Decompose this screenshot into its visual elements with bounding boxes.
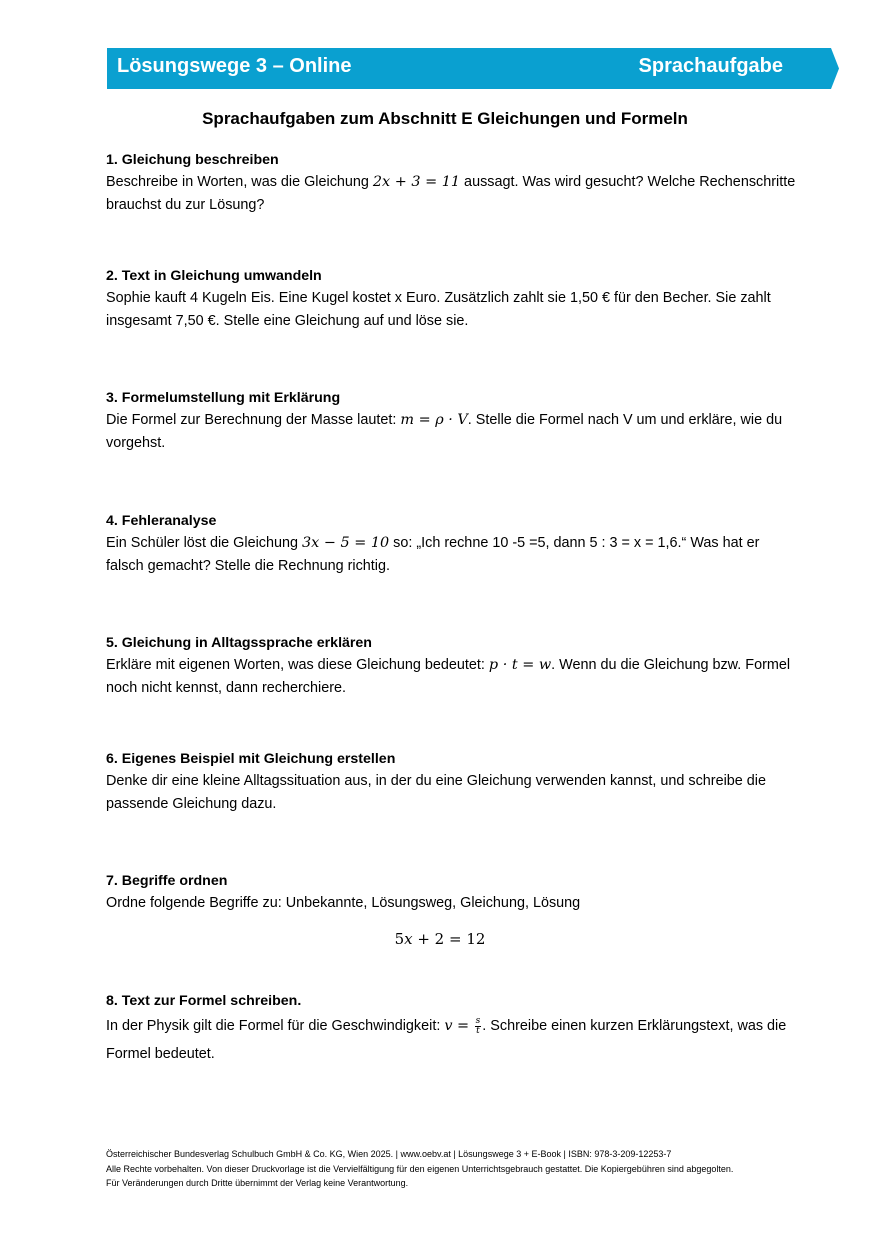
task-heading: 2. Text in Gleichung umwandeln	[106, 268, 322, 284]
header-banner	[107, 48, 839, 89]
task-text: Ordne folgende Begriffe zu: Unbekannte, Lösungsweg, Gleichung, Lösung	[106, 895, 581, 911]
equation: 3x − 5 = 10	[301, 535, 390, 551]
task-heading: 5. Gleichung in Alltagssprache erklären	[106, 635, 372, 651]
footer-line: Für Veränderungen durch Dritte übernimmt der Verlag keine Verantwortung.	[106, 1178, 409, 1188]
task-heading: 1. Gleichung beschreiben	[106, 152, 279, 168]
task-heading: 7. Begriffe ordnen	[106, 873, 228, 889]
footer-line: Alle Rechte vorbehalten. Von dieser Druckvorlage ist die Vervielfältigung für den eigenen Unterrichtsgebrauch gestattet. Die Kopiergebühren sind abgegolten.	[106, 1163, 734, 1174]
footer	[106, 1147, 806, 1191]
task-text	[106, 171, 796, 217]
task-text: Sophie kauft 4 Kugeln Eis. Eine Kugel kostet x Euro. Zusätzlich zahlt sie 1,50 € für den Becher. Sie zahlt insgesamt 7,50 €. Stelle eine Gleichung auf und löse sie.	[106, 290, 771, 329]
task-text	[106, 1012, 796, 1068]
task-8	[106, 990, 796, 1068]
formula: v =	[444, 1018, 474, 1034]
task-text-part: so: „Ich rechne 10 -5 =5, dann 5 : 3 = x = 1,6.“ Was hat er falsch gemacht? Stelle die Rechnung richtig.	[106, 535, 760, 574]
equation: 2x + 3 = 11	[372, 174, 461, 190]
task-text-part: . Stelle die Formel nach V um und erkläre, wie du vorgehst.	[106, 412, 783, 451]
task-text-part: Beschreibe in Worten, was die Gleichung	[106, 174, 373, 190]
task-text	[106, 532, 796, 578]
task-text-part: Erkläre mit eigenen Worten, was diese Gleichung bedeutet:	[106, 657, 489, 673]
header-title: Lösungswege 3 – Online	[117, 55, 352, 77]
numerator: s	[475, 1015, 481, 1026]
page-title: Sprachaufgaben zum Abschnitt E Gleichungen und Formeln	[202, 109, 688, 128]
task-text-part: . Wenn du die Gleichung bzw. Formel noch nicht kennst, dann recherchiere.	[106, 657, 791, 696]
task-heading: 8. Text zur Formel schreiben.	[106, 993, 302, 1009]
fraction	[475, 1017, 482, 1036]
task-text: Denke dir eine kleine Alltagssituation aus, in der du eine Gleichung verwenden kannst, und schreibe die passende Gleichung dazu.	[106, 773, 766, 812]
task-1	[106, 149, 796, 217]
task-text-part: In der Physik gilt die Formel für die Geschwindigkeit:	[106, 1018, 445, 1034]
task-text-part: aussagt. Was wird gesucht? Welche Rechenschritte brauchst du zur Lösung?	[106, 174, 796, 213]
task-text-part: Ein Schüler löst die Gleichung	[106, 535, 302, 551]
task-text-part: Die Formel zur Berechnung der Masse lautet:	[106, 412, 401, 428]
formula: m = ρ · V	[400, 412, 468, 428]
formula: p · t = w	[488, 657, 552, 673]
task-text	[106, 409, 796, 455]
task-heading: 6. Eigenes Beispiel mit Gleichung erstellen	[106, 751, 396, 767]
denominator: t	[476, 1025, 480, 1036]
task-heading: 3. Formelumstellung mit Erklärung	[106, 390, 341, 406]
footer-line: Österreichischer Bundesverlag Schulbuch GmbH & Co. KG, Wien 2025. | www.oebv.at | Lösungswege 3 + E-Book | ISBN: 978-3-209-12253-7	[106, 1149, 672, 1159]
task-4	[106, 510, 796, 578]
task-6	[106, 748, 796, 816]
task-5	[106, 632, 796, 700]
task-text-part: . Schreibe einen kurzen Erklärungstext, was die Formel bedeutet.	[106, 1018, 787, 1062]
task-text	[106, 654, 796, 700]
task-heading: 4. Fehleranalyse	[106, 513, 217, 529]
header-tag: Sprachaufgabe	[638, 55, 783, 77]
task-3	[106, 387, 796, 455]
task-2	[106, 265, 796, 333]
task-7	[106, 870, 796, 915]
centered-equation: 5x + 2 = 12	[394, 930, 486, 948]
